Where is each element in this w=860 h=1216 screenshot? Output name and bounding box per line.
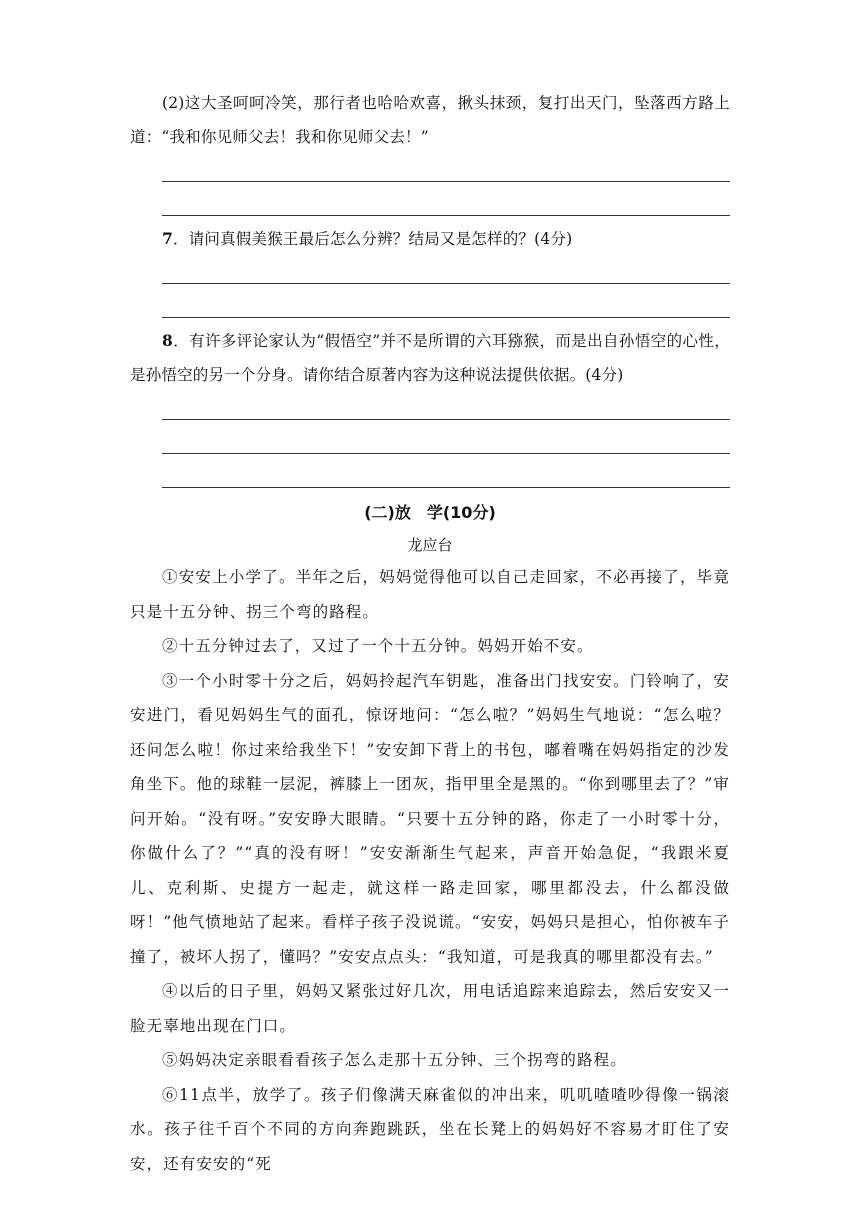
question7: [130, 222, 730, 256]
answer-line[interactable]: [130, 154, 730, 188]
section-title: (二)放 学(10分): [364, 503, 496, 522]
essay-author: 龙应台: [407, 536, 453, 554]
question7-text: ．请问真假美猴王最后怎么分辨？结局又是怎样的？(4分): [173, 230, 573, 248]
essay-paragraph: ④以后的日子里，妈妈又紧张过好几次，用电话追踪来追踪去，然后安安又一脸无辜地出现在门口。: [130, 982, 730, 1035]
question8-text: ．有许多评论家认为“假悟空”并不是所谓的六耳猕猴，而是出自孙悟空的心性，是孙悟空的另一个分身。请你结合原著内容为这种说法提供依据。(4分): [130, 332, 730, 384]
answer-line[interactable]: [130, 426, 730, 460]
question8: [130, 324, 730, 392]
essay-paragraph: ⑤妈妈决定亲眼看看孩子怎么走那十五分钟、三个拐弯的路程。: [162, 1051, 627, 1069]
question8-number: 8: [162, 331, 173, 350]
answer-line[interactable]: [130, 392, 730, 426]
exam-page: [130, 86, 730, 1181]
answer-line[interactable]: [130, 460, 730, 494]
question7-number: 7: [162, 229, 173, 248]
answer-line[interactable]: [130, 256, 730, 290]
essay-paragraph: ①安安上小学了。半年之后，妈妈觉得他可以自己走回家，不必再接了，毕竟只是十五分钟、拐三个弯的路程。: [130, 568, 730, 621]
essay-paragraph: ②十五分钟过去了，又过了一个十五分钟。妈妈开始不安。: [162, 637, 594, 655]
essay-paragraph: ⑥11点半，放学了。孩子们像满天麻雀似的冲出来，叽叽喳喳吵得像一锅滚水。孩子往千百个不同的方向奔跑跳跃，坐在长凳上的妈妈好不容易才盯住了安安，还有安安的“死: [130, 1085, 730, 1173]
essay-paragraph: ③一个小时零十分之后，妈妈拎起汽车钥匙，准备出门找安安。门铃响了，安安进门，看见妈妈生气的面孔，惊讶地问：“怎么啦？”妈妈生气地说：“怎么啦？还问怎么啦！你过来给我坐下！”安安卸下背上的书包，嘟着嘴在妈妈指定的沙发角坐下。他的球鞋一层泥，裤膝上一团灰，指甲里全是黑的。“你到哪里去了？”审问开始。“没有呀。”安安睁大眼睛。“只要十五分钟的路，你走了一小时零十分，你做什么了？”“真的没有呀！”安安渐渐生气起来，声音开始急促，“我跟米夏儿、克利斯、史提方一起走，就这样一路走回家，哪里都没去，什么都没做呀！”他气愤地站了起来。看样子孩子没说谎。“安安，妈妈只是担心，怕你被车子撞了，被坏人拐了，懂吗？”安安点点头：“我知道，可是我真的哪里都没有去。”: [130, 671, 730, 966]
answer-line[interactable]: [130, 290, 730, 324]
question6-part2-text: (2)这大圣呵呵冷笑，那行者也哈哈欢喜，揪头抹颈，复打出天门，坠落西方路上道：“我和你见师父去！我和你见师父去！”: [130, 94, 730, 146]
answer-line[interactable]: [130, 188, 730, 222]
